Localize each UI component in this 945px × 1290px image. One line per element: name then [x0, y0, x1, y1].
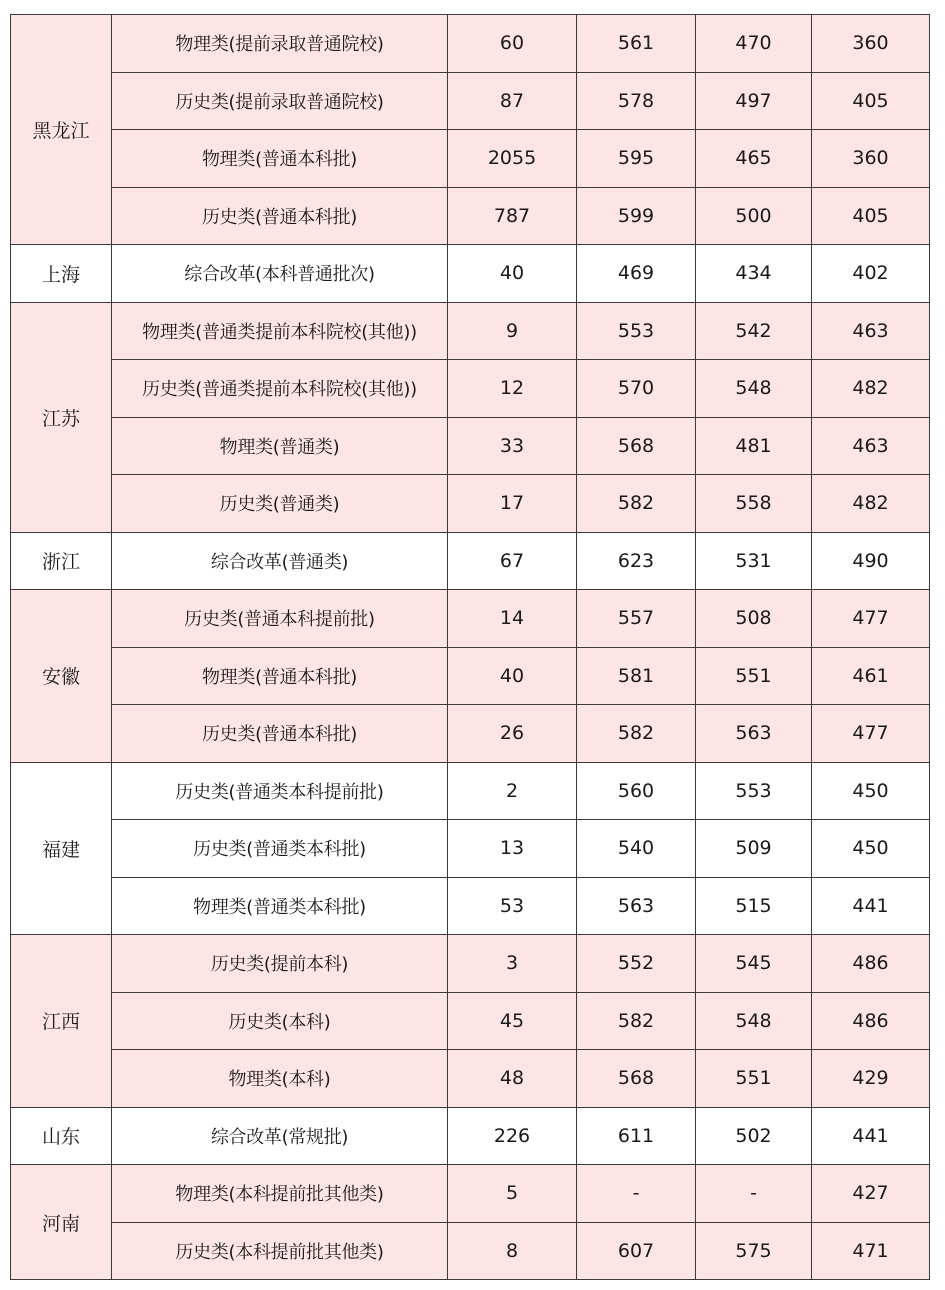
table-row [11, 1222, 930, 1280]
enrollment-count-cell: 60 [448, 15, 577, 73]
highest-score-cell: - [577, 1165, 696, 1223]
category-cell: 物理类(普通类) [112, 417, 448, 475]
enrollment-count-cell: 40 [448, 647, 577, 705]
enrollment-count-cell: 9 [448, 302, 577, 360]
enrollment-count-cell: 787 [448, 187, 577, 245]
lowest-score-cell: 465 [696, 130, 812, 188]
lowest-score-cell: 542 [696, 302, 812, 360]
lowest-score-cell: 502 [696, 1107, 812, 1165]
enrollment-count-cell: 226 [448, 1107, 577, 1165]
highest-score-cell: 568 [577, 1050, 696, 1108]
lowest-score-cell: 481 [696, 417, 812, 475]
highest-score-cell: 611 [577, 1107, 696, 1165]
province-cell: 浙江 [11, 532, 112, 590]
lowest-score-cell: 545 [696, 935, 812, 993]
control-line-cell: 405 [812, 187, 930, 245]
table-row [11, 302, 930, 360]
enrollment-count-cell: 53 [448, 877, 577, 935]
highest-score-cell: 540 [577, 820, 696, 878]
enrollment-count-cell: 2 [448, 762, 577, 820]
category-cell: 综合改革(常规批) [112, 1107, 448, 1165]
table-row [11, 1050, 930, 1108]
lowest-score-cell: 551 [696, 647, 812, 705]
table-row [11, 992, 930, 1050]
category-cell: 历史类(普通类本科提前批) [112, 762, 448, 820]
lowest-score-cell: 531 [696, 532, 812, 590]
control-line-cell: 463 [812, 302, 930, 360]
province-cell: 江苏 [11, 302, 112, 532]
control-line-cell: 427 [812, 1165, 930, 1223]
province-cell: 黑龙江 [11, 15, 112, 245]
highest-score-cell: 563 [577, 877, 696, 935]
control-line-cell: 486 [812, 935, 930, 993]
highest-score-cell: 568 [577, 417, 696, 475]
lowest-score-cell: 558 [696, 475, 812, 533]
category-cell: 历史类(普通类提前本科院校(其他)) [112, 360, 448, 418]
highest-score-cell: 607 [577, 1222, 696, 1280]
table-row [11, 935, 930, 993]
enrollment-count-cell: 13 [448, 820, 577, 878]
category-cell: 物理类(普通类本科批) [112, 877, 448, 935]
highest-score-cell: 552 [577, 935, 696, 993]
category-cell: 物理类(提前录取普通院校) [112, 15, 448, 73]
table-row [11, 705, 930, 763]
control-line-cell: 482 [812, 475, 930, 533]
table-row [11, 1165, 930, 1223]
lowest-score-cell: 575 [696, 1222, 812, 1280]
table-row [11, 877, 930, 935]
table-body [11, 15, 930, 1280]
control-line-cell: 429 [812, 1050, 930, 1108]
control-line-cell: 482 [812, 360, 930, 418]
lowest-score-cell: 470 [696, 15, 812, 73]
category-cell: 物理类(普通本科批) [112, 130, 448, 188]
control-line-cell: 477 [812, 590, 930, 648]
category-cell: 历史类(本科) [112, 992, 448, 1050]
category-cell: 历史类(本科提前批其他类) [112, 1222, 448, 1280]
enrollment-count-cell: 14 [448, 590, 577, 648]
highest-score-cell: 578 [577, 72, 696, 130]
enrollment-count-cell: 40 [448, 245, 577, 303]
highest-score-cell: 599 [577, 187, 696, 245]
control-line-cell: 450 [812, 762, 930, 820]
enrollment-count-cell: 17 [448, 475, 577, 533]
lowest-score-cell: 563 [696, 705, 812, 763]
control-line-cell: 360 [812, 130, 930, 188]
lowest-score-cell: 508 [696, 590, 812, 648]
table-row [11, 590, 930, 648]
control-line-cell: 450 [812, 820, 930, 878]
table-row [11, 187, 930, 245]
province-cell: 江西 [11, 935, 112, 1108]
highest-score-cell: 570 [577, 360, 696, 418]
province-cell: 安徽 [11, 590, 112, 763]
lowest-score-cell: 497 [696, 72, 812, 130]
province-cell: 山东 [11, 1107, 112, 1165]
enrollment-count-cell: 2055 [448, 130, 577, 188]
lowest-score-cell: 434 [696, 245, 812, 303]
control-line-cell: 441 [812, 1107, 930, 1165]
lowest-score-cell: 509 [696, 820, 812, 878]
control-line-cell: 461 [812, 647, 930, 705]
enrollment-count-cell: 26 [448, 705, 577, 763]
table-row [11, 72, 930, 130]
control-line-cell: 486 [812, 992, 930, 1050]
enrollment-count-cell: 87 [448, 72, 577, 130]
admission-score-table [10, 14, 930, 1280]
enrollment-count-cell: 3 [448, 935, 577, 993]
category-cell: 综合改革(本科普通批次) [112, 245, 448, 303]
control-line-cell: 441 [812, 877, 930, 935]
highest-score-cell: 582 [577, 475, 696, 533]
control-line-cell: 477 [812, 705, 930, 763]
highest-score-cell: 582 [577, 705, 696, 763]
table-row [11, 647, 930, 705]
province-cell: 上海 [11, 245, 112, 303]
control-line-cell: 405 [812, 72, 930, 130]
enrollment-count-cell: 5 [448, 1165, 577, 1223]
lowest-score-cell: 548 [696, 992, 812, 1050]
province-cell: 河南 [11, 1165, 112, 1280]
category-cell: 历史类(提前本科) [112, 935, 448, 993]
province-cell: 福建 [11, 762, 112, 935]
table-row [11, 15, 930, 73]
table-row [11, 417, 930, 475]
category-cell: 历史类(普通本科批) [112, 187, 448, 245]
table-row [11, 475, 930, 533]
highest-score-cell: 553 [577, 302, 696, 360]
category-cell: 物理类(本科) [112, 1050, 448, 1108]
table-row [11, 1107, 930, 1165]
lowest-score-cell: 500 [696, 187, 812, 245]
table-row [11, 820, 930, 878]
enrollment-count-cell: 8 [448, 1222, 577, 1280]
enrollment-count-cell: 12 [448, 360, 577, 418]
lowest-score-cell: 515 [696, 877, 812, 935]
category-cell: 历史类(普通类本科批) [112, 820, 448, 878]
highest-score-cell: 560 [577, 762, 696, 820]
control-line-cell: 360 [812, 15, 930, 73]
admission-score-table-container [10, 14, 930, 1280]
lowest-score-cell: 551 [696, 1050, 812, 1108]
enrollment-count-cell: 33 [448, 417, 577, 475]
category-cell: 历史类(提前录取普通院校) [112, 72, 448, 130]
control-line-cell: 402 [812, 245, 930, 303]
highest-score-cell: 582 [577, 992, 696, 1050]
table-row [11, 245, 930, 303]
lowest-score-cell: - [696, 1165, 812, 1223]
highest-score-cell: 561 [577, 15, 696, 73]
highest-score-cell: 469 [577, 245, 696, 303]
table-row [11, 360, 930, 418]
enrollment-count-cell: 45 [448, 992, 577, 1050]
highest-score-cell: 623 [577, 532, 696, 590]
lowest-score-cell: 553 [696, 762, 812, 820]
highest-score-cell: 581 [577, 647, 696, 705]
enrollment-count-cell: 48 [448, 1050, 577, 1108]
lowest-score-cell: 548 [696, 360, 812, 418]
category-cell: 历史类(普通类) [112, 475, 448, 533]
category-cell: 综合改革(普通类) [112, 532, 448, 590]
table-row [11, 130, 930, 188]
control-line-cell: 471 [812, 1222, 930, 1280]
category-cell: 历史类(普通本科提前批) [112, 590, 448, 648]
category-cell: 历史类(普通本科批) [112, 705, 448, 763]
table-row [11, 762, 930, 820]
control-line-cell: 463 [812, 417, 930, 475]
table-row [11, 532, 930, 590]
category-cell: 物理类(普通本科批) [112, 647, 448, 705]
highest-score-cell: 557 [577, 590, 696, 648]
category-cell: 物理类(普通类提前本科院校(其他)) [112, 302, 448, 360]
category-cell: 物理类(本科提前批其他类) [112, 1165, 448, 1223]
control-line-cell: 490 [812, 532, 930, 590]
enrollment-count-cell: 67 [448, 532, 577, 590]
highest-score-cell: 595 [577, 130, 696, 188]
